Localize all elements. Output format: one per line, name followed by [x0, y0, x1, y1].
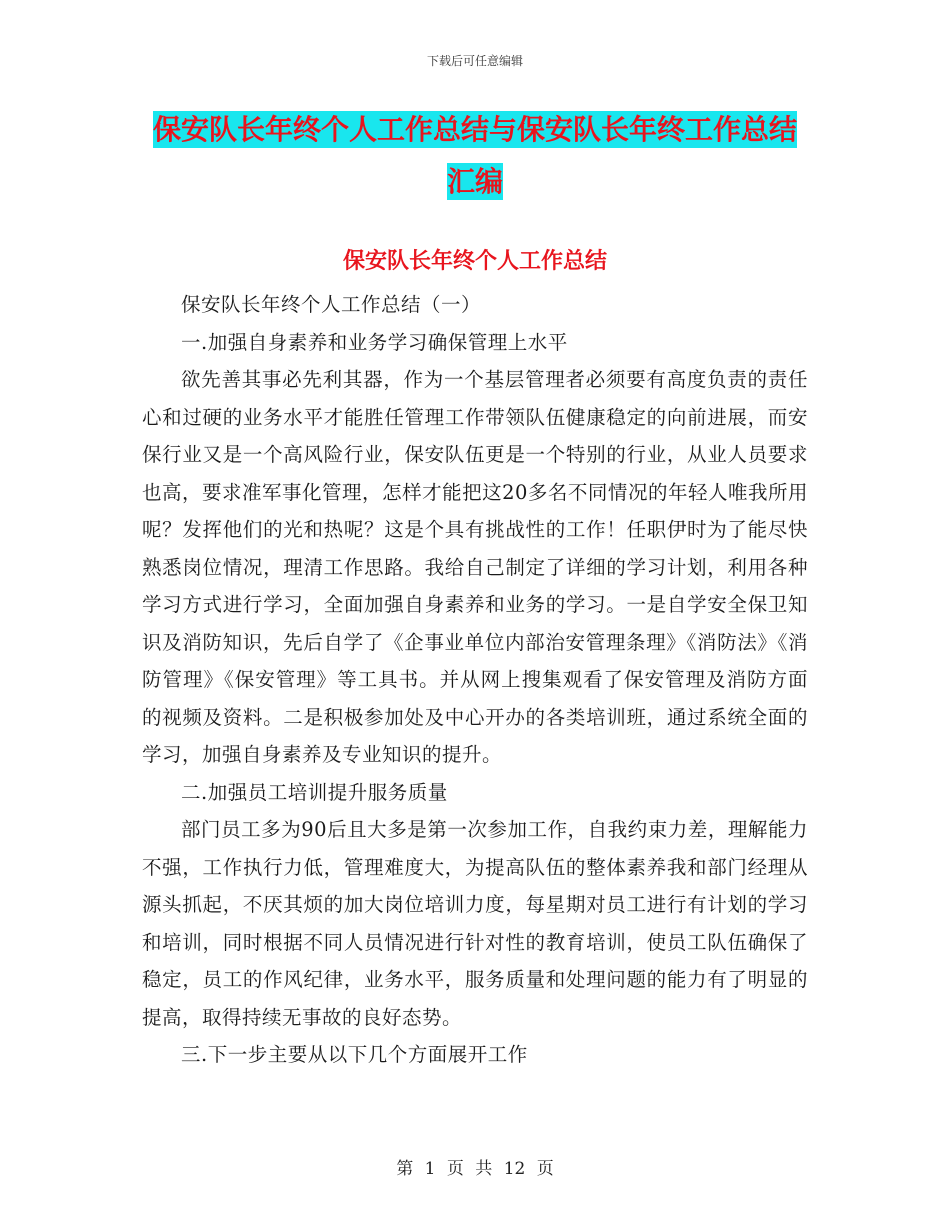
document-title-text-1: 保安队长年终个人工作总结与保安队长年终工作总结 — [152, 113, 797, 146]
point-heading-1: 一.加强自身素养和业务学习确保管理上水平 — [181, 330, 568, 354]
document-title-text-2: 汇编 — [446, 165, 503, 198]
document-title-line-2 — [0, 156, 950, 208]
body-paragraph-1: 欲先善其事必先利其器，作为一个基层管理者必须要有高度负责的责任心和过硬的业务水平才能胜任管理工作带领队伍健康稳定的向前进展，而安保行业又是一个高风险行业，保安队伍更是一个特别的行业，从业人员要求也高，要求准军事化管理，怎样才能把这20多名不同情况的年轻人唯我所用呢？发挥他们的光和热呢？这是个具有挑战性的工作！任职伊时为了能尽快熟悉岗位情况，理清工作思路。我给自己制定了详细的学习计划，利用各种学习方式进行学习，全面加强自身素养和业务的学习。一是自学安全保卫知识及消防知识，先后自学了《企事业单位内部治安管理条理》《消防法》《消防管理》《保安管理》等工具书。并从网上搜集观看了保安管理及消防方面的视频及资料。二是积极参加处及中心开办的各类培训班，通过系统全面的学习，加强自身素养及专业知识的提升。 — [142, 368, 808, 766]
point-heading-2: 二.加强员工培训提升服务质量 — [181, 780, 448, 804]
document-body — [142, 286, 808, 1074]
page-footer: 第 1 页 共 12 页 — [396, 1159, 554, 1179]
subsection-heading: 保安队长年终个人工作总结（一） — [181, 293, 482, 316]
point-heading-3: 三.下一步主要从以下几个方面展开工作 — [181, 1043, 528, 1066]
body-paragraph-2: 部门员工多为90后且大多是第一次参加工作，自我约束力差，理解能力不强，工作执行力低，管理难度大，为提高队伍的整体素养我和部门经理从源头抓起，不厌其烦的加大岗位培训力度，每星期对员工进行有计划的学习和培训，同时根据不同人员情况进行针对性的教育培训，使员工队伍确保了稳定，员工的作风纪律，业务水平，服务质量和处理问题的能力有了明显的提高，取得持续无事故的良好态势。 — [142, 818, 808, 1029]
section-title: 保安队长年终个人工作总结 — [342, 249, 607, 274]
document-title — [0, 104, 950, 208]
document-title-line-1 — [0, 104, 950, 156]
header-note: 下载后可任意编辑 — [426, 54, 523, 68]
